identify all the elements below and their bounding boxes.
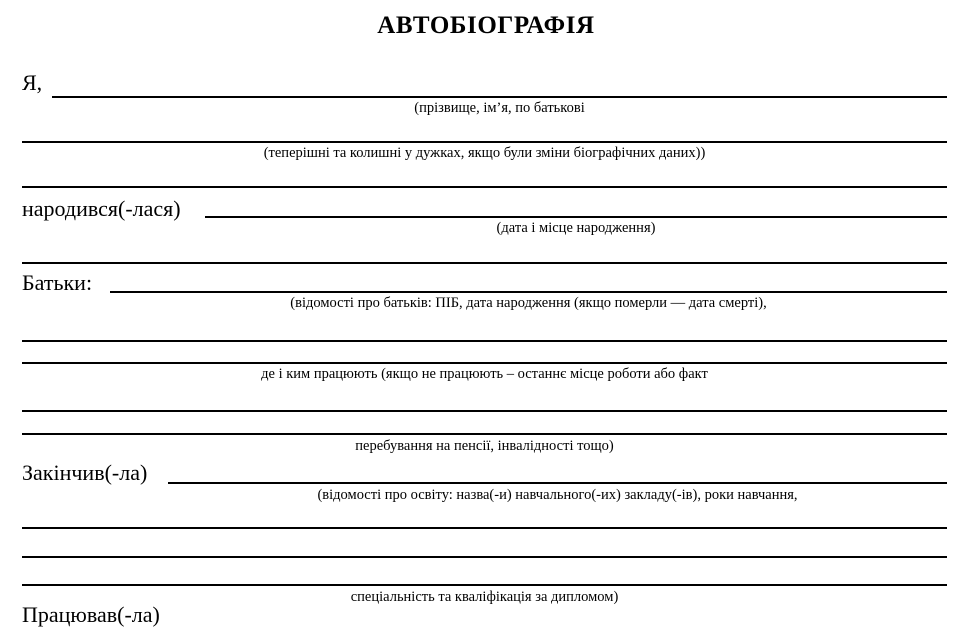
page-title: АВТОБІОГРАФІЯ xyxy=(377,12,595,39)
rule-before-birth[interactable] xyxy=(22,186,947,188)
rule-parents[interactable] xyxy=(110,291,947,293)
field-label-parents: Батьки: xyxy=(22,270,93,295)
field-label-worked-clipped: Працював(-ла) xyxy=(22,602,160,627)
rule-parents-blank-1[interactable] xyxy=(22,340,947,342)
rule-parents-blank-2[interactable] xyxy=(22,410,947,412)
caption-education-specialty: спеціальність та кваліфікація за дипломом) xyxy=(350,589,619,605)
field-label-i-am: Я, xyxy=(22,70,43,95)
rule-full-name[interactable] xyxy=(52,96,947,98)
rule-education-specialty[interactable] xyxy=(22,584,947,586)
field-label-graduated: Закінчив(-ла) xyxy=(22,460,148,485)
rule-education-blank-1[interactable] xyxy=(22,527,947,529)
field-label-born: народився(-лася) xyxy=(22,196,181,221)
caption-name-changes: (теперішні та колишні у дужках, якщо були зміни біографічних даних)) xyxy=(263,145,706,161)
rule-parents-work[interactable] xyxy=(22,362,947,364)
caption-birth-date-place: (дата і місце народження) xyxy=(496,220,656,236)
rule-education-blank-2[interactable] xyxy=(22,556,947,558)
rule-birth[interactable] xyxy=(205,216,947,218)
caption-parents-info: (відомості про батьків: ПІБ, дата народження (якщо померли — дата смерті), xyxy=(290,295,767,311)
caption-full-name: (прізвище, ім’я, по батькові xyxy=(414,100,585,116)
caption-parents-pension: перебування на пенсії, інвалідності тощо) xyxy=(355,438,614,454)
rule-graduated[interactable] xyxy=(168,482,947,484)
rule-name-changes[interactable] xyxy=(22,141,947,143)
caption-parents-work: де і ким працюють (якщо не працюють – останнє місце роботи або факт xyxy=(261,366,708,382)
caption-education-info: (відомості про освіту: назва(-и) навчального(-их) закладу(-ів), роки навчання, xyxy=(317,487,798,503)
rule-parents-pension[interactable] xyxy=(22,433,947,435)
rule-before-parents[interactable] xyxy=(22,262,947,264)
